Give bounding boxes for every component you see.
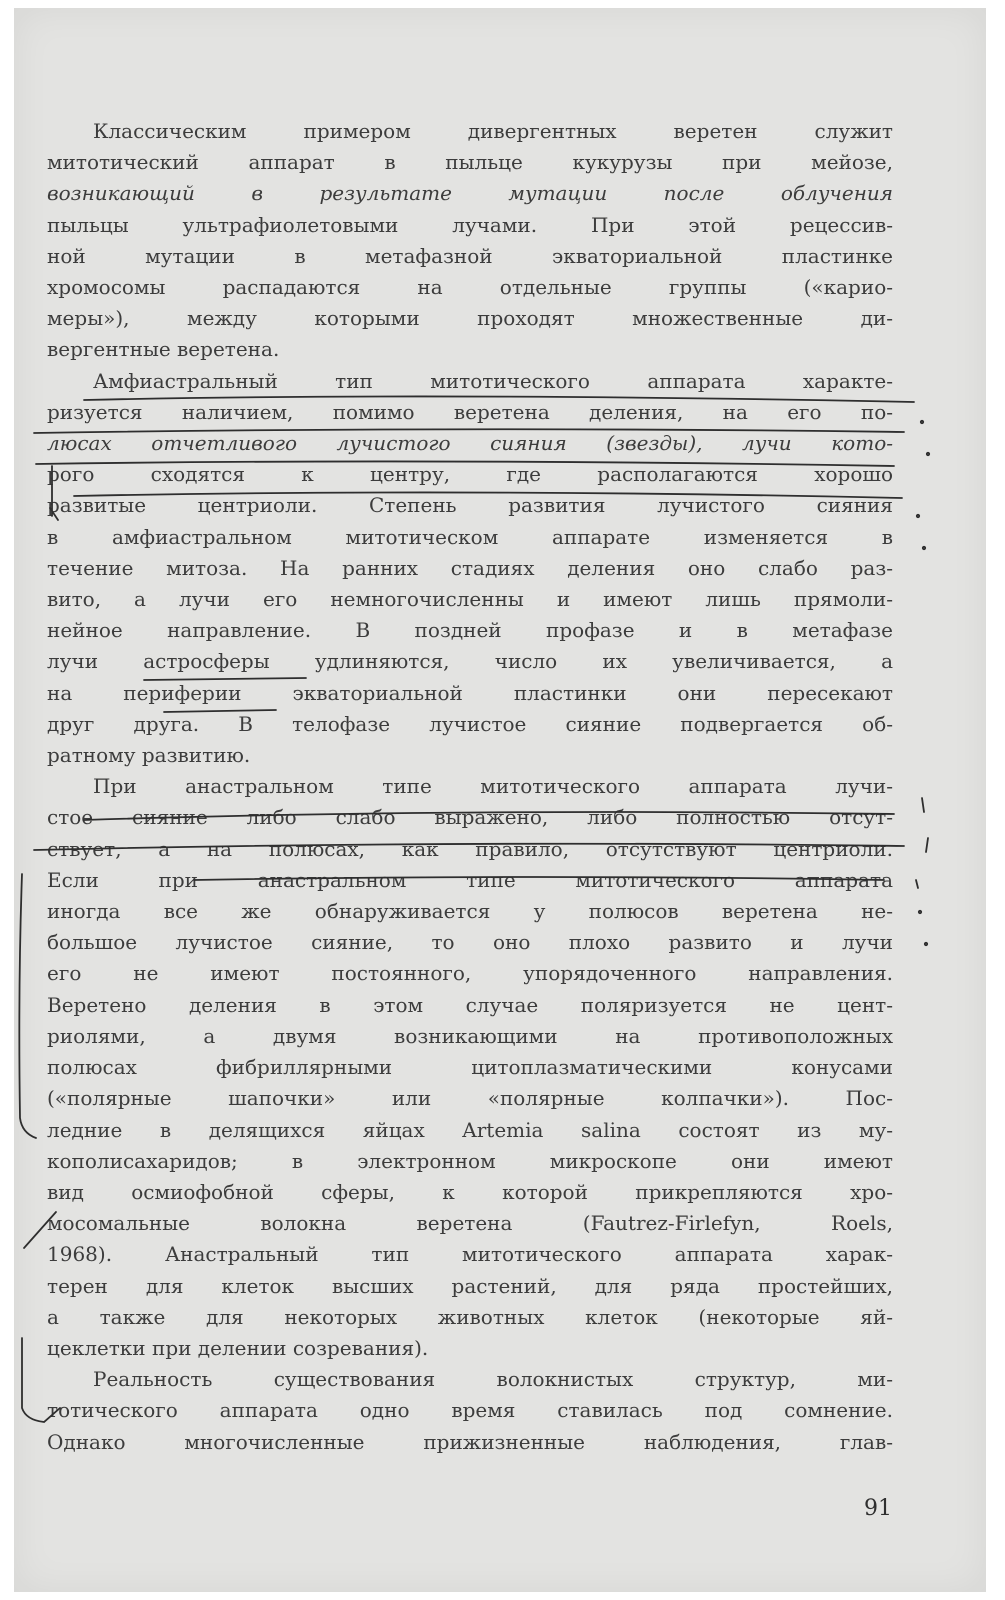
book-page xyxy=(14,8,986,1592)
text-line: («полярные шапочки» или «полярные колпачки»). Пос- xyxy=(47,1086,893,1111)
text-line: вид осмиофобной сферы, к которой прикрепляются хро- xyxy=(47,1179,893,1204)
text-line: ствует, а на полюсах, как правило, отсутствуют центриоли. xyxy=(47,836,893,861)
text-line: митотический аппарат в пыльце кукурузы при мейозе, xyxy=(47,150,893,175)
text-line: возникающий в результате мутации после облучения xyxy=(47,181,893,206)
page-body xyxy=(47,116,893,1458)
text-line: вергентные веретена. xyxy=(47,337,280,362)
text-line: Амфиастральный тип митотического аппарата характе- xyxy=(93,368,893,393)
text-line: течение митоза. На ранних стадиях деления оно слабо раз- xyxy=(47,555,893,580)
text-line: ной мутации в метафазной экваториальной пластинке xyxy=(47,243,893,268)
text-line: ратному развитию. xyxy=(47,743,251,768)
text-line: рого сходятся к центру, где располагаются хорошо xyxy=(47,462,893,487)
text-line: полюсах фибриллярными цитоплазматическими конусами xyxy=(47,1055,893,1080)
text-line: терен для клеток высших растений, для ряда простейших, xyxy=(47,1273,893,1298)
text-line: большое лучистое сияние, то оно плохо развито и лучи xyxy=(47,930,893,955)
text-line: а также для некоторых животных клеток (некоторые яй- xyxy=(47,1304,893,1329)
text-line: меры»), между которыми проходят множественные ди- xyxy=(47,306,893,331)
text-line: иногда все же обнаруживается у полюсов веретена не- xyxy=(47,899,893,924)
text-line: кополисахаридов; в электронном микроскопе они имеют xyxy=(47,1148,893,1173)
text-line: на периферии экваториальной пластинки они пересекают xyxy=(47,680,893,705)
text-line: Если при анастральном типе митотического аппарата xyxy=(47,867,893,892)
text-line: При анастральном типе митотического аппарата лучи- xyxy=(93,774,893,799)
text-line: хромосомы распадаются на отдельные группы («карио- xyxy=(47,275,893,300)
paragraph-divergent-spindles xyxy=(47,116,893,366)
text-line: вито, а лучи его немногочисленны и имеют лишь прямоли- xyxy=(47,587,893,612)
text-line: мосомальные волокна веретена (Fautrez-Firlefyn, Roels, xyxy=(47,1211,893,1236)
text-line: цеклетки при делении созревания). xyxy=(47,1335,429,1360)
text-line: Классическим примером дивергентных веретен служит xyxy=(93,119,893,143)
text-line: пыльцы ультрафиолетовыми лучами. При этой рецессив- xyxy=(47,212,893,237)
text-line: тотического аппарата одно время ставилась под сомнение. xyxy=(47,1398,893,1423)
text-line: ризуется наличием, помимо веретена деления, на его по- xyxy=(47,399,893,424)
text-line: развитые центриоли. Степень развития лучистого сияния xyxy=(47,493,893,518)
text-line: риолями, а двумя возникающими на противоположных xyxy=(47,1023,893,1048)
text-line: Веретено деления в этом случае поляризуется не цент- xyxy=(47,992,893,1017)
text-line: ледние в делящихся яйцах Artemia salina состоят из му- xyxy=(47,1117,893,1142)
text-line: Однако многочисленные прижизненные наблюдения, глав- xyxy=(47,1429,893,1454)
paragraph-anastral xyxy=(47,771,893,1364)
page-number: 91 xyxy=(864,1496,892,1521)
paragraph-amphiastral xyxy=(47,366,893,772)
pencil-bracket xyxy=(19,874,36,1138)
text-line: друг друга. В телофазе лучистое сияние подвергается об- xyxy=(47,711,893,736)
text-line: нейное направление. В поздней профазе и в метафазе xyxy=(47,618,893,643)
paragraph-reality xyxy=(47,1364,893,1458)
text-line: лучи астросферы удлиняются, число их увеличивается, а xyxy=(47,649,893,674)
text-line: в амфиастральном митотическом аппарате изменяется в xyxy=(47,524,893,549)
text-line: стое сияние либо слабо выражено, либо полностью отсут- xyxy=(47,805,893,830)
text-line: люсах отчетливого лучистого сияния (звезды), лучи кото- xyxy=(47,431,893,456)
text-line: Реальность существования волокнистых структур, ми- xyxy=(93,1367,893,1392)
text-line: 1968). Анастральный тип митотического аппарата харак- xyxy=(47,1242,893,1267)
text-line: его не имеют постоянного, упорядоченного направления. xyxy=(47,961,893,986)
